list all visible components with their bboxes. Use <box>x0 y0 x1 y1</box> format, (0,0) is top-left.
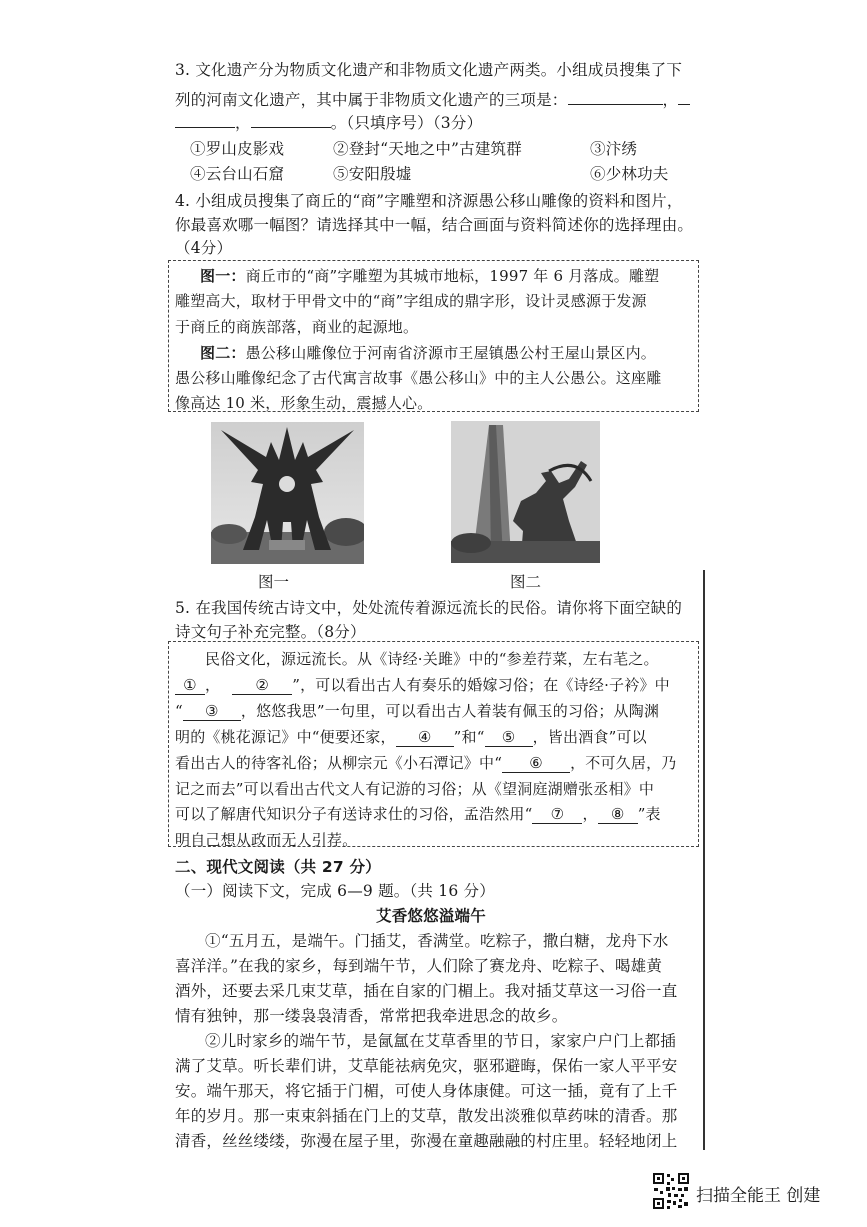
figure-1-caption: 图一 <box>258 573 290 591</box>
article-title: 艾香悠悠溢端午 <box>376 907 486 925</box>
q3-option-1: ①罗山皮影戏 <box>190 140 285 158</box>
q3-line2-text: 列的河南文化遗产，其中属于非物质文化遗产的三项是： <box>175 91 568 109</box>
q4-line1: 4. 小组成员搜集了商丘的“商”字雕塑和济源愚公移山雕像的资料和图片， <box>175 192 683 210</box>
fig1-label: 图一： <box>200 267 246 285</box>
q5-box-line3 <box>175 700 659 721</box>
blank-number-8: ⑧ <box>610 805 625 823</box>
para1-line1: ①“五月五，是端午。门插艾，香满堂。吃粽子，撒白糖，龙舟下水 <box>205 932 669 950</box>
answer-blank-3[interactable] <box>251 127 331 128</box>
poem-blank-8[interactable] <box>598 805 638 824</box>
para1-line3: 酒外，还要去采几束艾草，插在自家的门楣上。我对插艾草这一习俗一直 <box>175 982 678 1000</box>
blank-number-5: ⑤ <box>501 728 516 746</box>
q5-line1: 5. 在我国传统古诗文中，处处流传着源远流长的民俗。请你将下面空缺的 <box>175 599 683 617</box>
poem-blank-4[interactable] <box>396 728 454 747</box>
q3-comma-2: ， <box>235 114 251 132</box>
q5-text-5a: 看出古人的待客礼俗；从柳宗元《小石潭记》中“ <box>175 754 503 772</box>
poem-blank-2[interactable] <box>232 676 292 695</box>
q5-line2: 诗文句子补充完整。（8分） <box>175 623 366 641</box>
yugong-statue-drawing <box>451 421 600 563</box>
blank-number-4: ④ <box>417 728 432 746</box>
q3-option-5: ⑤安阳殷墟 <box>333 165 412 183</box>
answer-blank-2b[interactable] <box>175 127 235 128</box>
q4-line2: 你最喜欢哪一幅图？请选择其中一幅，结合画面与资料简述你的选择理由。 <box>175 216 694 234</box>
fig2-label: 图二： <box>200 344 246 362</box>
q3-instruction: 。（只填序号）（3分） <box>330 114 483 132</box>
q5-text-7a: 可以了解唐代知识分子有送诗求仕的习俗，孟浩然用“ <box>175 805 533 823</box>
q3-comma: ， <box>662 91 679 109</box>
q3-option-3: ③汴绣 <box>590 140 638 158</box>
blank-number-7: ⑦ <box>550 805 565 823</box>
fig2-desc-1: 愚公移山雕像位于河南省济源市王屋镇愚公村王屋山景区内。 <box>245 344 657 362</box>
q5-box-line1: 民俗文化，源远流长。从《诗经·关雎》中的“参差荇菜，左右芼之。 <box>205 650 659 668</box>
poem-blank-5[interactable] <box>485 728 533 747</box>
poem-blank-7[interactable] <box>532 805 582 824</box>
para2-line1: ②儿时家乡的端午节，是氤氲在艾草香里的节日，家家户户门上都插 <box>205 1032 677 1050</box>
blank-number-3: ③ <box>205 702 219 720</box>
poem-blank-1[interactable] <box>175 676 205 695</box>
poem-blank-6[interactable] <box>502 754 570 773</box>
q5-box-line7: 可以了解唐代知识分子有送诗求仕的习俗，孟浩然用“ ⑦ ， ⑧ ”表 <box>175 805 661 823</box>
para1-line2: 喜洋洋。”在我的家乡，每到端午节，人们除了赛龙舟、吃粽子、喝雄黄 <box>175 957 663 975</box>
blank-number-6: ⑥ <box>529 754 543 772</box>
q5-text-4b: ”和“ <box>453 728 485 746</box>
q3-option-6: ⑥少林功夫 <box>590 165 669 183</box>
q4-box-line3: 于商丘的商族部落，商业的起源地。 <box>175 318 419 336</box>
q4-box-line5: 愚公移山雕像纪念了古代寓言故事《愚公移山》中的主人公愚公。这座雕 <box>175 369 662 387</box>
answer-blank-2a[interactable] <box>678 104 690 105</box>
qr-code-icon <box>652 1172 690 1210</box>
q4-box-line6: 像高达 10 米，形象生动，震撼人心。 <box>175 394 433 412</box>
figure-2-yugong-statue-photo <box>451 421 600 563</box>
q5-text-5b: ，不可久居，乃 <box>570 754 677 772</box>
q3-option-4: ④云台山石窟 <box>190 165 285 183</box>
q3-line3 <box>175 111 482 133</box>
fig1-desc-1: 商丘市的“商”字雕塑为其城市地标，1997 年 6 月落成。雕塑 <box>245 267 660 285</box>
blank-number-2: ② <box>255 676 270 694</box>
q5-text-4a: 明的《桃花源记》中“便要还家， <box>175 728 396 746</box>
para1-line4: 情有独钟，那一缕袅袅清香，常常把我牵进思念的故乡。 <box>175 1007 568 1025</box>
q5-text-3: ，悠悠我思”一句里，可以看出古人着装有佩玉的习俗；从陶渊 <box>240 702 660 720</box>
q5-text-4c: ，皆出酒食”可以 <box>532 728 647 746</box>
blank-number-1: ① <box>183 676 197 694</box>
scanner-watermark-text: 扫描全能王 创建 <box>696 1186 821 1206</box>
q3-line2 <box>175 88 690 110</box>
section-subheading: （一）阅读下文，完成 6—9 题。（共 16 分） <box>175 882 495 900</box>
figure-1-shang-sculpture-photo <box>211 422 364 564</box>
q3-option-2: ②登封“天地之中”古建筑群 <box>333 140 522 158</box>
q4-box-line4 <box>200 342 656 363</box>
q5-box-line8: 明自己想从政而无人引荐。 <box>175 831 358 849</box>
figure-2-caption: 图二 <box>510 573 542 591</box>
q4-box-line1 <box>200 265 659 286</box>
margin-rule <box>703 570 705 1150</box>
quote-open: “ <box>175 702 183 720</box>
para2-line2: 满了艾草。听长辈们讲，艾草能祛病免灾，驱邪避晦，保佑一家人平平安 <box>175 1057 678 1075</box>
q5-text-7b: ”表 <box>637 805 661 823</box>
q5-box-line5 <box>175 752 676 773</box>
poem-blank-3[interactable] <box>183 702 241 721</box>
para2-line4: 年的岁月。那一束束斜插在门上的艾草，散发出淡雅似草药味的清香。那 <box>175 1107 678 1125</box>
q3-line1: 3. 文化遗产分为物质文化遗产和非物质文化遗产两类。小组成员搜集了下 <box>175 61 683 79</box>
q4-box-line2: 雕塑高大，取材于甲骨文中的“商”字组成的鼎字形，设计灵感源于发源 <box>175 292 647 310</box>
section-heading: 二、现代文阅读（共 27 分） <box>175 858 381 876</box>
para2-line3: 安。端午那天，将它插于门楣，可使人身体康健。可这一插，竟有了上千 <box>175 1082 678 1100</box>
shang-sculpture-drawing <box>211 422 364 564</box>
q5-box-line4 <box>175 726 647 747</box>
q5-text-2: ”，可以看出古人有奏乐的婚嫁习俗；在《诗经·子衿》中 <box>292 676 670 694</box>
q5-box-line2: ① ， ② ”，可以看出古人有奏乐的婚嫁习俗；在《诗经·子衿》中 <box>175 674 670 695</box>
q4-line3: （4分） <box>175 239 233 257</box>
answer-blank-1[interactable] <box>568 104 663 105</box>
para2-line5: 清香，丝丝缕缕，弥漫在屋子里，弥漫在童趣融融的村庄里。轻轻地闭上 <box>175 1132 678 1150</box>
q5-box-line6: 记之而去”可以看出古代文人有记游的习俗；从《望洞庭湖赠张丞相》中 <box>175 780 655 798</box>
